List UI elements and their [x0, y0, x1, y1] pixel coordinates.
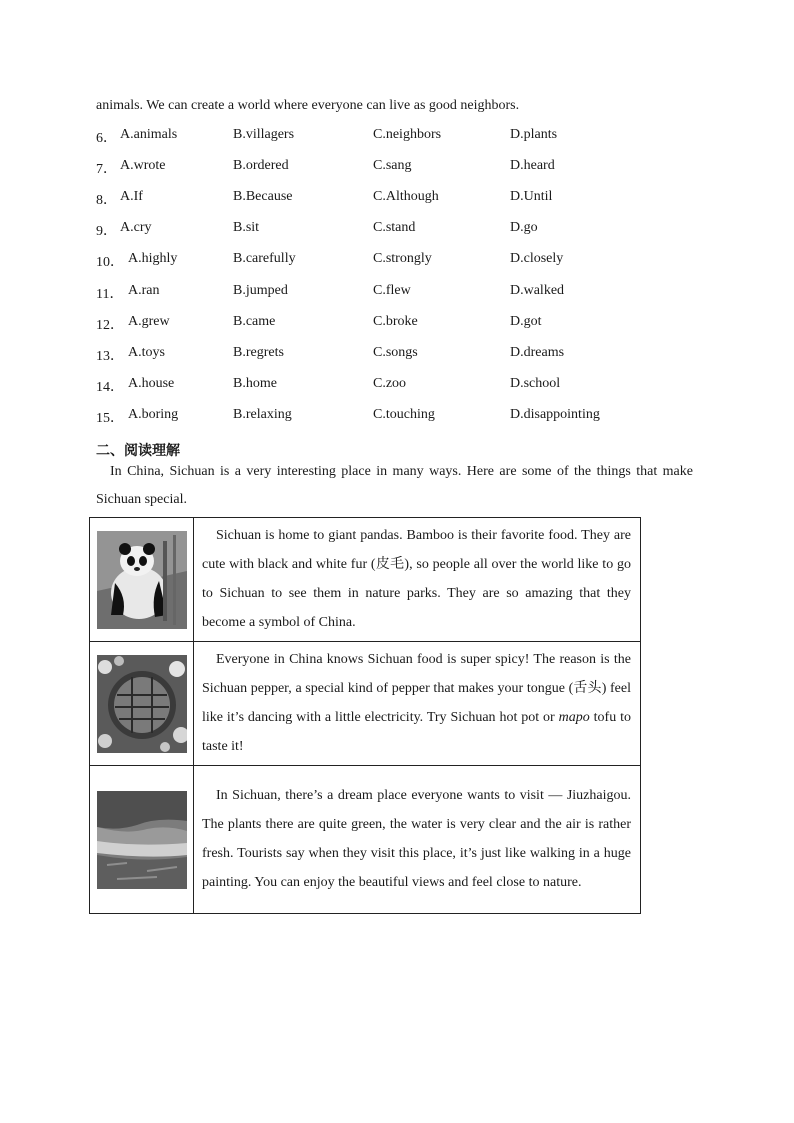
- option-b: B.sit: [233, 220, 260, 236]
- jiuzhaigou-photo: [97, 791, 187, 889]
- question-row: [96, 407, 696, 427]
- question-number: 8．: [96, 193, 117, 209]
- question-row: [96, 345, 696, 365]
- option-d: D.dreams: [510, 344, 565, 360]
- pandas-text: Sichuan is home to giant pandas. Bamboo is their favorite food. They are cute with black and white fur (皮毛), so people all over the world like to go to Sichuan to see them in nature parks. They are so amazing that they become a symbol of China.: [202, 527, 631, 630]
- question-row: [96, 376, 696, 396]
- option-b: B.jumped: [233, 282, 288, 298]
- panda-photo-cell: [90, 518, 194, 642]
- option-c: C.sang: [373, 158, 412, 174]
- option-b: B.Because: [233, 189, 293, 205]
- option-a: A.animals: [120, 127, 178, 142]
- jiuzhaigou-text: In Sichuan, there’s a dream place everyone wants to visit — Jiuzhaigou. The plants there are quite green, the water is very clear and the air is rather fresh. Tourists say when they visit this place, it’s just like walking in a huge painting. You can enjoy the beautiful views and feel close to nature.: [202, 787, 631, 890]
- option-b: B.villagers: [233, 127, 295, 142]
- option-b: B.relaxing: [233, 406, 292, 422]
- option-d: D.plants: [510, 127, 558, 142]
- option-d: D.closely: [510, 251, 564, 267]
- option-b: B.home: [233, 375, 277, 391]
- reading-intro: [96, 458, 693, 514]
- sichuan-pepper-photo: [97, 655, 187, 753]
- option-c: C.songs: [373, 344, 418, 360]
- question-row: [96, 189, 696, 209]
- option-d: D.go: [510, 220, 538, 236]
- option-a: A.cry: [120, 220, 152, 236]
- option-b: B.regrets: [233, 344, 284, 360]
- option-c: C.touching: [373, 406, 435, 422]
- jiuzhaigou-description: [194, 766, 641, 914]
- option-a: A.highly: [128, 251, 178, 267]
- pepper-photo-cell: [90, 642, 194, 766]
- food-description: [194, 642, 641, 766]
- option-d: D.heard: [510, 158, 555, 174]
- jiuzhaigou-photo-cell: [90, 766, 194, 914]
- question-row: [96, 220, 696, 240]
- option-b: B.carefully: [233, 251, 296, 267]
- option-a: A.grew: [128, 313, 170, 329]
- option-a: A.If: [120, 189, 143, 205]
- option-a: A.house: [128, 375, 175, 391]
- option-c: C.neighbors: [373, 127, 442, 142]
- food-text-end: tofu to taste it!: [202, 709, 631, 754]
- question-number: 12．: [96, 317, 124, 333]
- question-number: 6．: [96, 131, 117, 146]
- option-d: D.school: [510, 375, 561, 391]
- question-row: [96, 127, 696, 147]
- option-d: D.walked: [510, 282, 565, 298]
- option-a: A.toys: [128, 344, 165, 360]
- option-b: B.came: [233, 313, 276, 329]
- option-c: C.stand: [373, 220, 416, 236]
- table-row-pandas: [90, 518, 641, 642]
- option-d: D.got: [510, 313, 542, 329]
- option-c: C.broke: [373, 313, 418, 329]
- food-dish-name: mapo: [558, 709, 590, 725]
- table-row-jiuzhaigou: [90, 766, 641, 914]
- question-row: [96, 314, 696, 334]
- option-b: B.ordered: [233, 158, 289, 174]
- option-a: A.ran: [128, 282, 160, 298]
- question-number: 15．: [96, 410, 124, 426]
- sichuan-info-table: [89, 517, 641, 914]
- food-text-start: Everyone in China knows Sichuan food is super spicy! The reason is the Sichuan pepper, a special kind of pepper that makes your tongue (舌头) feel like it’s dancing with a little electricity. Try Sichuan hot pot or: [202, 651, 631, 725]
- cloze-passage-ending: animals. We can create a world where everyone can live as good neighbors.: [96, 98, 520, 113]
- section-heading: 二、阅读理解: [96, 443, 180, 459]
- option-c: C.strongly: [373, 251, 432, 267]
- question-row: [96, 158, 696, 178]
- question-number: 14．: [96, 379, 124, 395]
- reading-intro-text: In China, Sichuan is a very interesting place in many ways. Here are some of the things that make Sichuan special.: [96, 464, 693, 507]
- question-row: [96, 283, 696, 303]
- question-number: 9．: [96, 224, 117, 240]
- panda-photo: [97, 531, 187, 629]
- question-number: 10．: [96, 255, 124, 271]
- option-a: A.boring: [128, 406, 179, 422]
- table-row-food: [90, 642, 641, 766]
- pandas-description: [194, 518, 641, 642]
- question-number: 7．: [96, 162, 117, 178]
- option-c: C.zoo: [373, 375, 407, 391]
- question-number: 11．: [96, 286, 124, 302]
- option-d: D.disappointing: [510, 406, 600, 422]
- question-row: [96, 251, 696, 271]
- option-a: A.wrote: [120, 158, 166, 174]
- option-c: C.Although: [373, 189, 439, 205]
- question-number: 13．: [96, 348, 124, 364]
- option-c: C.flew: [373, 282, 411, 298]
- option-d: D.Until: [510, 189, 553, 205]
